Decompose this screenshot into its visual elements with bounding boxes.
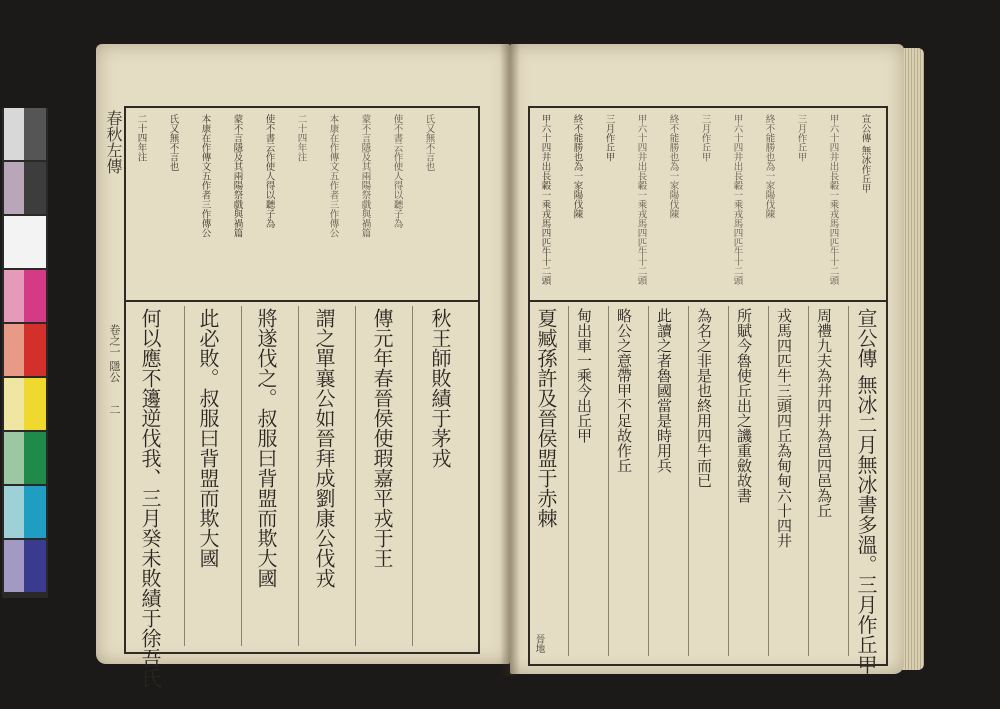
swatch-salmon	[4, 324, 24, 376]
left-upper-note-10: 氏又無不言也	[423, 114, 435, 171]
swatch-charcoal	[24, 162, 46, 214]
right-upper-note-8: 終不能勝也為一家陽伐陳	[763, 114, 775, 219]
swatch-pale-green	[4, 432, 24, 484]
swatch-pale-yellow	[4, 378, 24, 430]
right-main-column-2: 周禮九夫為井四井為邑四邑為丘	[815, 308, 833, 518]
left-main-column-1: 何以應不籩逆伐我、三月癸未敗績于徐吾氏	[138, 308, 162, 688]
right-page	[510, 44, 904, 674]
col-rule	[848, 306, 849, 656]
left-margin-volume: 卷之一 隱公	[108, 324, 121, 383]
right-upper-note-6: 三月作丘甲	[699, 114, 711, 162]
right-main-column-8: 甸出車一乘今出丘甲	[575, 308, 593, 443]
left-upper-note-9: 使不書云作使人得以聽子為	[391, 114, 403, 228]
left-main-column-2: 此必敗。叔服曰背盟而欺大國	[196, 308, 220, 568]
right-upper-note-9: 三月作丘甲	[795, 114, 807, 162]
col-rule	[768, 306, 769, 656]
left-upper-note-3: 本康在作傳文五作者三作傳公	[199, 114, 211, 238]
col-rule	[808, 306, 809, 656]
col-rule	[608, 306, 609, 656]
swatch-pale-cyan	[4, 486, 24, 538]
right-main-column-1: 宣公傳 無冰二月無冰書多溫。三月作丘甲	[854, 308, 878, 675]
left-upper-note-6: 二十四年注	[295, 114, 307, 162]
left-upper-note-4: 蒙不言隱及其兩陽祭戲與禍篇	[231, 114, 243, 238]
right-main-column-7: 略公之意帶甲不足故作丘	[615, 308, 633, 473]
left-upper-note-7: 本康在作傳文五作者三作傳公	[327, 114, 339, 238]
right-upper-note-11: 宣公傳 無冰作丘甲	[859, 114, 871, 194]
left-main-column-5: 傳元年春晉侯使瑕嘉平戎于王	[370, 308, 394, 568]
swatch-lavender	[4, 162, 24, 214]
left-page	[96, 44, 510, 688]
color-calibration-strip	[2, 108, 48, 598]
right-upper-note-10: 甲六十四井出長轂一乘戎馬四匹牛十二頭	[827, 114, 839, 285]
left-upper-note-2: 氏又無不言也	[167, 114, 179, 171]
swatch-magenta	[24, 270, 46, 322]
swatch-yellow	[24, 378, 46, 430]
right-page-divider	[528, 300, 888, 302]
right-upper-note-3: 三月作丘甲	[603, 114, 615, 162]
col-rule	[728, 306, 729, 656]
col-rule	[648, 306, 649, 656]
swatch-pink	[4, 270, 24, 322]
left-page-divider	[124, 300, 480, 302]
col-rule	[355, 306, 356, 646]
col-rule	[241, 306, 242, 646]
left-upper-note-1: 二十四年注	[135, 114, 147, 162]
book-gutter	[500, 44, 520, 676]
col-rule	[688, 306, 689, 656]
col-rule	[568, 306, 569, 656]
swatch-green	[24, 432, 46, 484]
right-upper-note-5: 終不能勝也為一家陽伐陳	[667, 114, 679, 219]
left-upper-note-8: 蒙不言隱及其兩陽祭戲與禍篇	[359, 114, 371, 238]
right-main-column-6: 此讀之者魯國當是時用兵	[655, 308, 673, 473]
col-rule	[412, 306, 413, 646]
left-margin-number: 二	[108, 404, 121, 415]
swatch-pale-violet	[4, 540, 24, 592]
right-main-column-9: 夏臧孫許及晉侯盟于赤棘	[534, 308, 558, 528]
left-upper-note-5: 使不書云作使人得以聽子為	[263, 114, 275, 228]
left-margin-title: 春秋左傳	[104, 110, 123, 174]
right-upper-note-2: 終不能勝也為一家陽伐陳	[571, 114, 583, 219]
swatch-white	[4, 216, 46, 268]
swatch-light-gray	[4, 108, 24, 160]
col-rule	[298, 306, 299, 646]
right-upper-note-7: 甲六十四井出長轂一乘戎馬四匹牛十二頭	[731, 114, 743, 285]
right-main-column-3: 戎馬四匹牛三頭四丘為甸甸六十四井	[775, 308, 793, 548]
right-main-column-4: 所賦今魯使丘出之譏重斂故書	[735, 308, 753, 503]
col-rule	[184, 306, 185, 646]
swatch-red	[24, 324, 46, 376]
right-upper-note-4: 甲六十四井出長轂一乘戎馬四匹牛十二頭	[635, 114, 647, 285]
left-main-column-3: 將遂伐之。叔服曰背盟而欺大國	[254, 308, 278, 588]
swatch-blue-violet	[24, 540, 46, 592]
left-main-column-6: 秋王師敗績于茅戎	[428, 308, 452, 468]
swatch-cyan	[24, 486, 46, 538]
right-main-column-5: 為名之非是也終用四牛而已	[695, 308, 713, 488]
right-bottom-note: 晉地	[533, 634, 545, 653]
right-upper-note-1: 甲六十四井出長轂一乘戎馬四匹牛十二頭	[539, 114, 551, 285]
left-main-column-4: 謂之單襄公如晉拜成劉康公伐戎	[312, 308, 336, 588]
swatch-dark-gray	[24, 108, 46, 160]
